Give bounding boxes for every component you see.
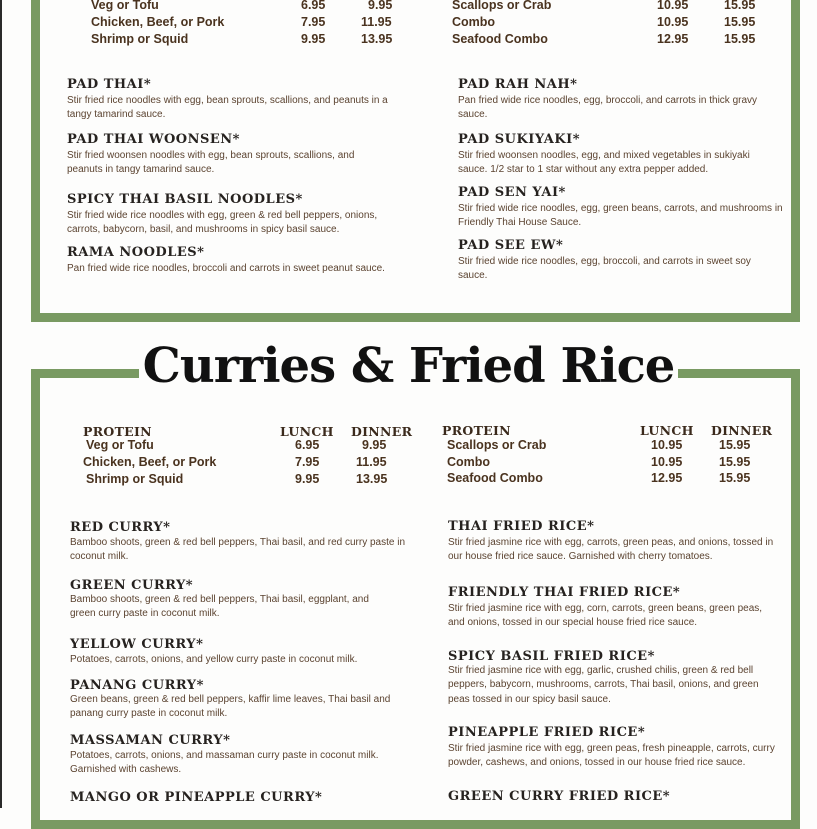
dinner-header: DINNER — [711, 423, 773, 438]
dish-name: PAD SUKIYAKI* — [458, 132, 581, 147]
menu-item — [448, 519, 778, 565]
dish-name: PAD THAI WOONSEN* — [67, 132, 240, 147]
protein-label: Scallops or Crab — [452, 0, 552, 12]
protein-label: Shrimp or Squid — [86, 472, 184, 486]
dish-name: SPICY THAI BASIL NOODLES* — [67, 192, 303, 207]
dish-description: Stir fried wide rice noodles, egg, broccoli, and carrots in sweet soy sauce. — [458, 256, 751, 282]
protein-label: Seafood Combo — [452, 32, 548, 46]
dish-description: Stir fried jasmine rice with egg, garlic, crushed chilis, green & red bell peppers, babycorn, mushrooms, carrots, Thai basil, onions, and green peas tossed in our spicy basil sauce. — [448, 665, 759, 705]
dish-description: Green beans, green & red bell peppers, kaffir lime leaves, Thai basil and panang curry paste in coconut milk. — [70, 694, 391, 720]
dish-description: Potatoes, carrots, onions, and massaman curry paste in coconut milk. Garnished with cashews. — [70, 750, 379, 776]
lunch-header: LUNCH — [280, 424, 334, 439]
dish-name: PINEAPPLE FRIED RICE* — [448, 725, 646, 740]
protein-label: Chicken, Beef, or Pork — [91, 15, 225, 29]
lunch-price: 10.95 — [657, 0, 689, 12]
menu-item — [67, 132, 387, 178]
dish-name: PANANG CURRY* — [70, 678, 204, 693]
lunch-price: 10.95 — [651, 438, 683, 452]
dish-description: Stir fried wide rice noodles, egg, green beans, carrots, and mushrooms in Friendly Thai House Sauce. — [458, 203, 783, 229]
dish-name: FRIENDLY THAI FRIED RICE* — [448, 585, 681, 600]
price-row — [91, 0, 421, 14]
lunch-price: 7.95 — [295, 455, 320, 469]
menu-item — [458, 77, 778, 123]
dinner-price: 15.95 — [724, 0, 756, 12]
protein-label: Chicken, Beef, or Pork — [83, 455, 217, 469]
protein-label: Combo — [452, 15, 496, 29]
dish-name: RED CURRY* — [70, 520, 171, 535]
section-title: Curries & Fried Rice — [139, 338, 679, 394]
dish-description: Stir fried woonsen noodles, egg, and mixed vegetables in sukiyaki sauce. 1/2 star to 1 star without any extra pepper added. — [458, 150, 750, 176]
menu-item — [448, 725, 783, 771]
dish-name: GREEN CURRY FRIED RICE* — [448, 789, 671, 804]
lunch-price: 12.95 — [651, 471, 683, 485]
menu-item — [458, 132, 778, 178]
dish-name: MANGO OR PINEAPPLE CURRY* — [70, 790, 323, 805]
dish-description: Stir fried jasmine rice with egg, corn, carrots, green beans, green peas, and onions, tossed in our special house fried rice sauce. — [448, 603, 763, 629]
price-row — [91, 32, 421, 48]
dinner-price: 15.95 — [719, 438, 751, 452]
lunch-price: 10.95 — [651, 455, 683, 469]
dish-description: Stir fried jasmine rice with egg, green peas, fresh pineapple, carrots, curry powder, cashews, and onions, tossed in our house fried rice sauce. — [448, 743, 775, 769]
dish-name: YELLOW CURRY* — [70, 637, 204, 652]
lunch-price: 9.95 — [295, 472, 320, 486]
dinner-price: 9.95 — [362, 438, 387, 452]
protein-label: Veg or Tofu — [86, 438, 154, 452]
menu-item — [70, 520, 410, 565]
menu-item — [458, 185, 793, 231]
menu-item — [70, 637, 410, 667]
lunch-price: 12.95 — [657, 32, 689, 46]
protein-label: Combo — [447, 455, 491, 469]
dish-name: PAD THAI* — [67, 77, 152, 92]
page-left-edge — [0, 0, 2, 808]
curries-title-wrap — [0, 338, 817, 394]
menu-item — [448, 585, 778, 631]
menu-item — [448, 649, 778, 707]
dish-description: Bamboo shoots, green & red bell peppers, Thai basil, and red curry paste in coconut milk. — [70, 537, 406, 563]
dish-description: Pan fried wide rice noodles, egg, broccoli, and carrots in thick gravy sauce. — [458, 95, 758, 121]
lunch-price: 7.95 — [301, 15, 326, 29]
menu-item — [70, 790, 410, 805]
menu-item — [70, 578, 390, 622]
dish-description: Stir fried woonsen noodles with egg, bean sprouts, scallions, and peanuts in tangy tamarind sauce. — [67, 150, 355, 176]
dish-description: Potatoes, carrots, onions, and yellow curry paste in coconut milk. — [70, 654, 358, 665]
menu-item — [70, 678, 410, 722]
menu-item — [448, 789, 778, 804]
price-row — [452, 15, 772, 31]
dinner-header: DINNER — [351, 424, 413, 439]
price-row — [91, 15, 421, 31]
protein-label: Seafood Combo — [447, 471, 543, 485]
menu-item — [67, 245, 412, 276]
menu-item — [458, 238, 778, 284]
dish-description: Bamboo shoots, green & red bell peppers, Thai basil, eggplant, and green curry paste in coconut milk. — [70, 594, 369, 620]
dinner-price: 11.95 — [356, 455, 387, 469]
dish-name: GREEN CURRY* — [70, 578, 194, 593]
dinner-price: 13.95 — [361, 32, 393, 46]
menu-item — [67, 192, 402, 238]
price-row — [452, 32, 772, 48]
price-row — [452, 0, 772, 14]
lunch-price: 6.95 — [301, 0, 326, 12]
dish-name: SPICY BASIL FRIED RICE* — [448, 649, 655, 664]
dish-name: PAD SEN YAI* — [458, 185, 566, 200]
dinner-price: 15.95 — [719, 471, 751, 485]
dinner-price: 15.95 — [724, 15, 756, 29]
lunch-header: LUNCH — [640, 423, 694, 438]
protein-label: Shrimp or Squid — [91, 32, 189, 46]
dish-name: PAD RAH NAH* — [458, 77, 578, 92]
menu-item — [67, 77, 407, 123]
dinner-price: 15.95 — [719, 455, 751, 469]
dish-description: Stir fried wide rice noodles with egg, green & red bell peppers, onions, carrots, babycorn, basil, and mushrooms in spicy basil sauce. — [67, 210, 378, 236]
protein-label: Scallops or Crab — [447, 438, 547, 452]
dish-name: THAI FRIED RICE* — [448, 519, 595, 534]
lunch-price: 10.95 — [657, 15, 689, 29]
dish-description: Stir fried rice noodles with egg, bean sprouts, scallions, and peanuts in a tangy tamarind sauce. — [67, 95, 388, 121]
dish-name: MASSAMAN CURRY* — [70, 733, 231, 748]
lunch-price: 6.95 — [295, 438, 320, 452]
protein-label: Veg or Tofu — [91, 0, 159, 12]
dish-description: Stir fried jasmine rice with egg, carrots, green peas, and onions, tossed in our house fried rice sauce. Garnished with cherry tomatoes. — [448, 537, 774, 563]
dinner-price: 13.95 — [356, 472, 388, 486]
lunch-price: 9.95 — [301, 32, 326, 46]
dish-name: PAD SEE EW* — [458, 238, 564, 253]
dish-name: RAMA NOODLES* — [67, 245, 205, 260]
dinner-price: 15.95 — [724, 32, 756, 46]
dinner-price: 11.95 — [361, 15, 392, 29]
menu-item — [70, 733, 410, 778]
protein-header: PROTEIN — [83, 424, 152, 439]
dish-description: Pan fried wide rice noodles, broccoli and carrots in sweet peanut sauce. — [67, 263, 385, 274]
dinner-price: 9.95 — [368, 0, 393, 12]
protein-header: PROTEIN — [442, 423, 511, 438]
